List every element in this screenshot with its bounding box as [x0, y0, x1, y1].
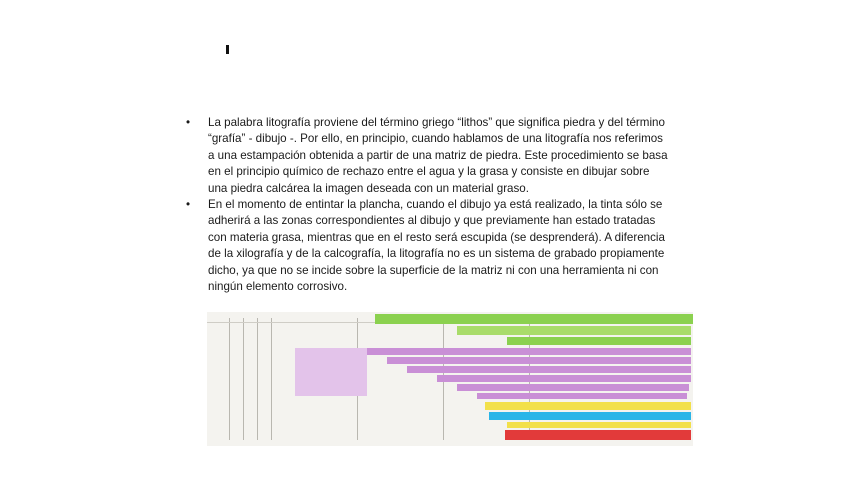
grid-line [243, 318, 244, 440]
bullet-item [186, 115, 672, 197]
grid-line [257, 318, 258, 440]
purple-bar [457, 384, 689, 391]
grid-line [229, 318, 230, 440]
timeline-chart-image [207, 312, 693, 446]
yellow-bar [485, 402, 691, 410]
grid-line [271, 318, 272, 440]
bullet-text: La palabra litografía proviene del término griego “lithos” que significa piedra y del término “grafía” - dibujo -. Por ello, en principio, cuando hablamos de una litografía nos referimos a una estampación obtenida a partir de una matriz de piedra. Este procedimiento se basa en el principio químico de rechazo entre el agua y la grasa y consiste en dibujar sobre una piedra calcárea la imagen deseada con un material graso. [208, 116, 668, 195]
bullet-text: En el momento de entintar la plancha, cuando el dibujo ya está realizado, la tinta sólo se adherirá a las zonas correspondientes al dibujo y que previamente han estado tratadas con materia grasa, mientras que en el resto será escupida (se desprenderá). A diferencia de la xilografía y de la calcografía, la litografía no es un sistema de grabado propiamente dicho, ya que no se incide sobre la superficie de la matriz ni con una herramienta ni con ningún elemento corrosivo. [208, 198, 665, 294]
green-bar [507, 337, 691, 345]
purple-bar [477, 393, 687, 399]
red-bar [505, 430, 691, 440]
purple-bar [437, 375, 691, 382]
cyan-bar [489, 412, 691, 420]
bullet-item [186, 197, 672, 295]
purple-bar [367, 348, 691, 355]
purple-block [295, 348, 367, 396]
bullet-dot: • [186, 116, 191, 129]
purple-bar [407, 366, 691, 373]
corner-mark [226, 45, 229, 54]
bullet-dot: • [186, 198, 191, 212]
green-bar [375, 314, 693, 324]
yellow-bar [507, 422, 691, 428]
bullet-list [186, 115, 672, 295]
green-bar [457, 326, 691, 335]
purple-bar [387, 357, 691, 364]
